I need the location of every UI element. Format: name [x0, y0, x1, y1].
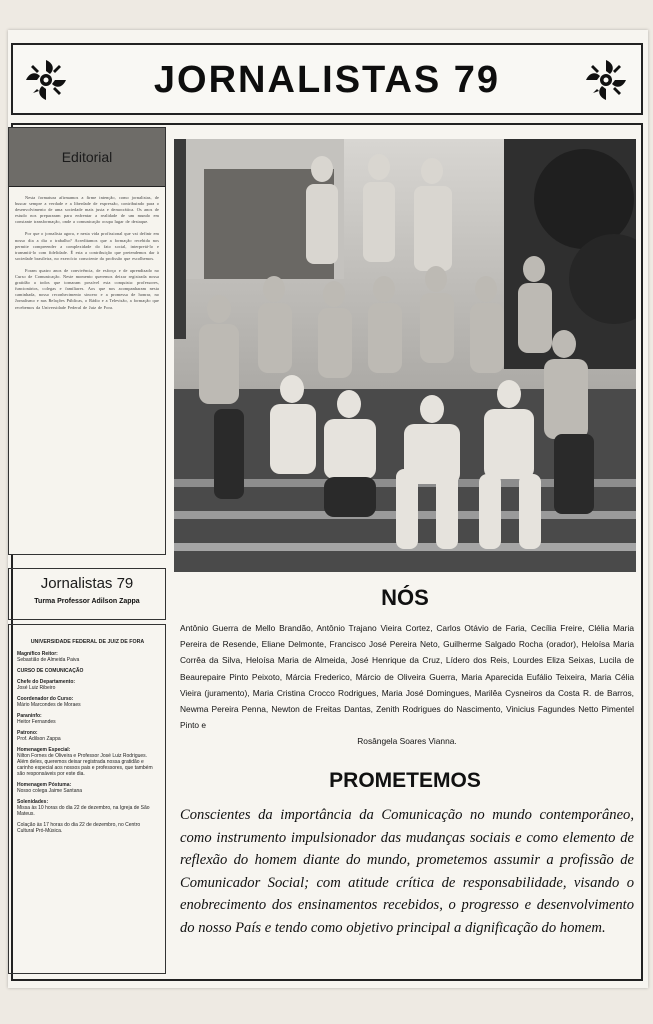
class-subtitle: Turma Professor Adilson Zappa	[34, 598, 140, 605]
staff-role: Magnífico Reitor:	[17, 651, 58, 657]
staff-role: Solenidades:	[17, 799, 49, 805]
pinwheel-logo-icon	[583, 57, 629, 103]
university-name: UNIVERSIDADE FEDERAL DE JUIZ DE FORA	[30, 639, 145, 645]
staff-entry	[17, 730, 158, 742]
staff-name: Prof. Adilson Zappa	[17, 736, 61, 742]
graduates-last-name: Rosângela Soares Vianna.	[357, 736, 457, 747]
header-banner	[11, 43, 643, 115]
staff-entry	[17, 668, 158, 674]
staff-role: Coordenador do Curso:	[17, 696, 74, 702]
editorial-paragraph: Por que o jornalista agora, e nesta vida profissional que vai definir em nosso dia a dia o trabalho? Acreditamos que a formação recebida nos permite compreender a complexidade do fato social, interpretá-lo e transmiti-lo com fidelidade. É esta a contribuição que pretendemos dar à sociedade brasileira, no exercício consciente da profissão que escolhemos.	[15, 231, 159, 261]
staff-entry	[17, 822, 158, 834]
class-title: Jornalistas 79	[40, 575, 134, 592]
staff-role: CURSO DE COMUNICAÇÃO	[17, 668, 84, 674]
editorial-heading-text: Editorial	[61, 149, 113, 165]
staff-entry	[17, 651, 158, 663]
staff-role: Homenagem Póstuma:	[17, 782, 72, 788]
nos-heading: NÓS	[381, 585, 429, 610]
staff-name: Nilton Fornes de Oliveira e Professor José Luiz Rodrigues. Além deles, queremos deixar registrada nossa gratidão e carinho especial aos nossos pais e professores, que também são responsáveis por este dia.	[17, 753, 153, 777]
page-title: JORNALISTAS 79	[153, 59, 501, 101]
editorial-paragraph: Foram quatro anos de convivência, de esforço e de aprendizado no Curso de Comunicação. Neste momento queremos deixar registrada nossa gratidão a todos que tornaram possível esta conquista: professores, funcionários, colegas e familiares. Aos que nos acompanharam nesta caminhada, nosso reconhecimento sincero e a promessa de honrar, no Jornalismo e nas Relações Públicas, o Rádio e a Televisão, a formação que recebemos da Universidade Federal de Juiz de Fora.	[15, 267, 159, 310]
graduates-names	[180, 620, 634, 750]
newspaper-page	[8, 30, 648, 988]
class-box	[8, 568, 166, 620]
staff-entry	[17, 799, 158, 817]
prometemos-heading: PROMETEMOS	[329, 769, 481, 792]
staff-role: Patrono:	[17, 730, 38, 736]
staff-entry	[17, 696, 158, 708]
editorial-column	[8, 127, 166, 555]
staff-role: Chefe do Departamento:	[17, 679, 76, 685]
staff-name: Mário Marcondes de Moraes	[17, 702, 81, 708]
staff-entry	[17, 713, 158, 725]
staff-list	[8, 624, 166, 974]
staff-name: Missa às 10 horas do dia 22 de dezembro, na Igreja de São Mateus.	[17, 805, 150, 817]
editorial-paragraph: Nesta formatura afirmamos a firme intenção, como jornalistas, de buscar sempre a verdade e a liberdade de expressão, contribuindo para o desenvolvimento de uma sociedade mais justa e democrática. Os anos de estudo nos prepararam para enfrentar a realidade de um mundo em constante transformação, onde a comunicação ocupa lugar de destaque.	[15, 195, 159, 225]
staff-name: Colação às 17 horas do dia 22 de dezembro, no Centro Cultural Pró-Música.	[17, 822, 141, 834]
group-photo	[174, 139, 636, 572]
editorial-heading	[9, 128, 165, 187]
staff-name: José Luiz Ribeiro	[17, 685, 56, 691]
staff-role: Paraninfo:	[17, 713, 42, 719]
staff-name: Nosso colega Jaime Santana	[17, 788, 83, 794]
oath-text: Conscientes da importância da Comunicação no mundo contemporâneo, como instrumento impulsionador das mudanças sociais e como elemento de reflexão do homem diante do mundo, prometemos assumir a profissão de Comunicador Social; com atitude crítica de responsabilidade, visando o enobrecimento dos ensinamentos recebidos, o progresso e desenvolvimento do nosso País e tendo como objetivo principal a dignificação do homem.	[180, 807, 634, 936]
staff-entry	[17, 782, 158, 794]
staff-name: Sebastião de Almeida Paiva	[17, 657, 80, 663]
staff-role: Homenagem Especial:	[17, 747, 71, 753]
editorial-body	[9, 187, 165, 325]
graduates-list: Antônio Guerra de Mello Brandão, Antônio Trajano Vieira Cortez, Carlos Otávio de Faria, Cecília Freire, Clélia Maria Pereira de Resende, Eliane Delmonte, Francisco José Pereira Neto, Guilherme Salgado Rocha (orador), Heloísa Maria Corrêa da Silva, Heloísa Maria de Almeida, José Henrique da Cruz, Lídero dos Reis, Lourdes Eliza Seixas, Lucila de Beaurepaire Pinto Peixoto, Márcia Frederico, Márcio de Oliveira Guerra, Maria Aparecida Eufálio Teixeira, Maria Célia Vieira (juramento), Maria Cristina Crocco Rodrigues, Maria José Domingues, Marilêa Cysneiros da Costa R. de Barros, Newma Pereira Penna, Newton de Freitas Dantas, Zenith Rodrigues do Nascimento, Vinicius Fagundes Netto Pimentel Pinto e	[180, 623, 634, 731]
staff-entry	[17, 747, 158, 777]
staff-entry	[17, 679, 158, 691]
staff-name: Heitor Fernandes	[17, 719, 56, 725]
